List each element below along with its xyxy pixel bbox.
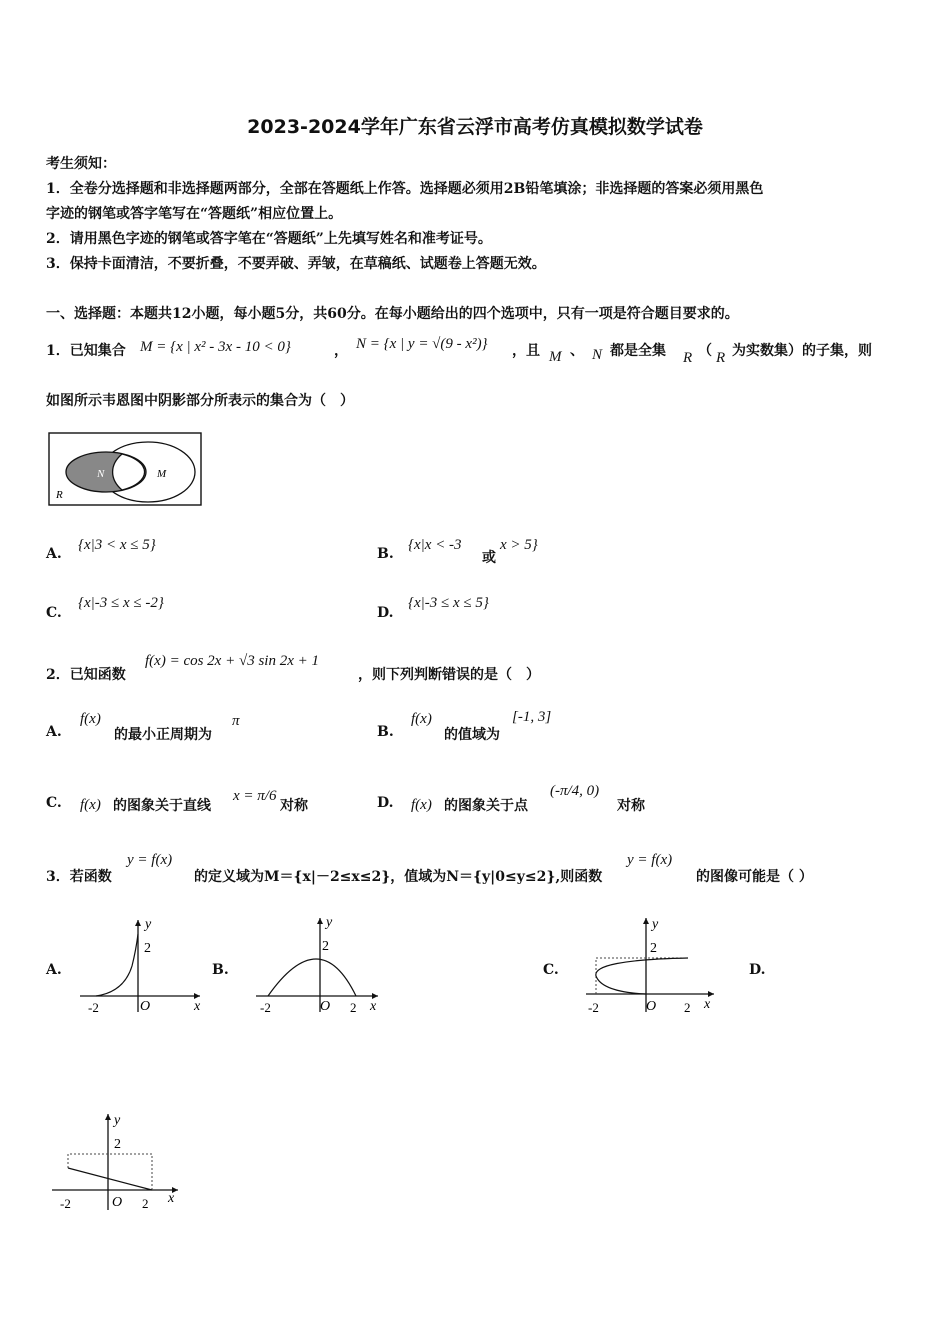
graph-b-neg-two: -2 — [260, 1000, 271, 1015]
graph-c-y: y — [652, 917, 659, 932]
q1-opt-a-label[interactable]: A. — [46, 546, 62, 562]
graph-c[interactable] — [582, 910, 722, 1016]
q1-n: N — [592, 347, 603, 363]
q1-opt-d[interactable]: {x|-3 ≤ x ≤ 5} — [408, 595, 489, 611]
q3-func: y = f(x) — [127, 852, 173, 868]
q3-suffix: 的图像可能是（ ） — [696, 869, 813, 885]
q2-opt-b-text[interactable]: 的值域为 — [444, 727, 500, 743]
q1-opt-c[interactable]: {x|-3 ≤ x ≤ -2} — [78, 595, 164, 611]
q2-opt-b-label[interactable]: B. — [377, 724, 394, 740]
q2-opt-d-label[interactable]: D. — [377, 795, 394, 811]
q3-opt-a-label[interactable]: A. — [46, 962, 62, 978]
q2-prefix: 2．已知函数 — [46, 667, 126, 683]
q1-dun: 、 — [570, 343, 584, 359]
q3-opt-d-label[interactable]: D. — [749, 962, 766, 978]
graph-d-neg-two: -2 — [60, 1196, 71, 1211]
graph-c-origin: O — [646, 999, 657, 1014]
q3-opt-b-label[interactable]: B. — [212, 962, 229, 978]
q1-opt-a[interactable]: {x|3 < x ≤ 5} — [78, 537, 156, 553]
q2-opt-d-end[interactable]: 对称 — [617, 798, 645, 814]
q1-line-2: 如图所示韦恩图中阴影部分所表示的集合为（ ） — [46, 393, 354, 409]
q1-prefix: 1．已知集合 — [46, 343, 126, 359]
graph-a[interactable] — [76, 910, 210, 1016]
q2-opt-c-f[interactable]: f(x) — [80, 797, 101, 813]
q2-opt-c-end[interactable]: 对称 — [280, 798, 308, 814]
q3-prefix: 3．若函数 — [46, 869, 112, 885]
q3-opt-c-label[interactable]: C. — [543, 962, 559, 978]
graph-b-two-x: 2 — [350, 1000, 357, 1015]
q1-paren-open: （ — [698, 343, 712, 359]
graph-b[interactable] — [252, 910, 386, 1016]
q2-opt-a-f[interactable]: f(x) — [80, 711, 101, 727]
graph-d[interactable] — [48, 1106, 188, 1216]
q1-r: R — [683, 350, 693, 366]
q1-opt-b-or[interactable]: 或 — [482, 550, 496, 566]
graph-c-two: 2 — [650, 941, 657, 956]
graph-a-neg-two: -2 — [88, 1000, 99, 1015]
graph-d-two-x: 2 — [142, 1196, 149, 1211]
q3-func2: y = f(x) — [627, 852, 673, 868]
venn-label-n: N — [97, 468, 105, 480]
graph-d-origin: O — [112, 1195, 123, 1210]
q1-opt-b-pre[interactable]: {x|x < -3 — [408, 537, 462, 553]
graph-a-y: y — [145, 917, 152, 932]
q1-opt-b-label[interactable]: B. — [377, 546, 394, 562]
q2-opt-c-text[interactable]: 的图象关于直线 — [113, 798, 211, 814]
notice-line-1a: 1．全卷分选择题和非选择题两部分，全部在答题纸上作答。选择题必须用2B铅笔填涂；非选择题的答案必须用黑色 — [46, 181, 764, 197]
q1-m: M — [549, 349, 562, 365]
notice-line-3: 3．保持卡面清洁，不要折叠，不要弄破、弄皱，在草稿纸、试题卷上答题无效。 — [46, 256, 546, 272]
notice-line-1b: 字迹的钢笔或答字笔写在“答题纸”相应位置上。 — [46, 206, 343, 222]
graph-d-x: x — [168, 1191, 175, 1206]
venn-label-r: R — [56, 489, 63, 501]
q1-opt-d-label[interactable]: D. — [377, 605, 394, 621]
section-heading: 一、选择题：本题共12小题，每小题5分，共60分。在每小题给出的四个选项中，只有一项是符合题目要求的。 — [46, 306, 739, 322]
q1-r2: R — [716, 350, 726, 366]
graph-c-two-x: 2 — [684, 1000, 691, 1015]
q2-func: f(x) = cos 2x + √3 sin 2x + 1 — [145, 653, 319, 669]
q1-set-n: N = {x | y = √(9 - x²)} — [356, 336, 488, 352]
q2-opt-d-f[interactable]: f(x) — [411, 797, 432, 813]
graph-d-y: y — [114, 1113, 121, 1128]
graph-c-neg-two: -2 — [588, 1000, 599, 1015]
q1-opt-c-label[interactable]: C. — [46, 605, 62, 621]
q2-opt-b-val[interactable]: [-1, 3] — [512, 709, 552, 725]
q2-suffix: ，则下列判断错误的是（ ） — [358, 667, 540, 683]
notice-heading: 考生须知： — [46, 156, 116, 172]
q1-set-m: M = {x | x² - 3x - 10 < 0} — [140, 339, 291, 355]
graph-c-x: x — [704, 997, 711, 1012]
venn-label-m: M — [157, 468, 167, 480]
page-title: 2023-2024学年广东省云浮市高考仿真模拟数学试卷 — [247, 116, 703, 138]
graph-a-origin: O — [140, 999, 151, 1014]
q2-opt-d-text[interactable]: 的图象关于点 — [444, 798, 528, 814]
q3-mid: 的定义域为M＝{x|－2≤x≤2}，值域为N＝{y|0≤y≤2},则函数 — [194, 869, 603, 885]
q2-opt-a-val[interactable]: π — [232, 713, 240, 729]
q2-opt-b-f[interactable]: f(x) — [411, 711, 432, 727]
q1-paren-close: 为实数集）的子集，则 — [732, 343, 872, 359]
graph-b-y: y — [326, 915, 333, 930]
venn-diagram — [48, 432, 204, 508]
q2-opt-d-val[interactable]: (-π/4, 0) — [550, 783, 600, 799]
notice-line-2: 2．请用黑色字迹的钢笔或答字笔在“答题纸”上先填写姓名和准考证号。 — [46, 231, 492, 247]
q2-opt-a-label[interactable]: A. — [46, 724, 62, 740]
q1-all: 都是全集 — [610, 343, 666, 359]
q2-opt-c-label[interactable]: C. — [46, 795, 62, 811]
q2-opt-a-text[interactable]: 的最小正周期为 — [114, 727, 212, 743]
q2-opt-c-val[interactable]: x = π/6 — [233, 788, 277, 804]
graph-b-x: x — [370, 999, 377, 1014]
q1-sep: ， — [334, 343, 348, 359]
graph-b-two: 2 — [322, 939, 329, 954]
graph-d-two: 2 — [114, 1137, 121, 1152]
graph-b-origin: O — [320, 999, 331, 1014]
graph-a-two: 2 — [144, 941, 151, 956]
q1-opt-b-post[interactable]: x > 5} — [500, 537, 538, 553]
graph-a-x: x — [194, 999, 201, 1014]
q1-mid: ，且 — [512, 343, 540, 359]
